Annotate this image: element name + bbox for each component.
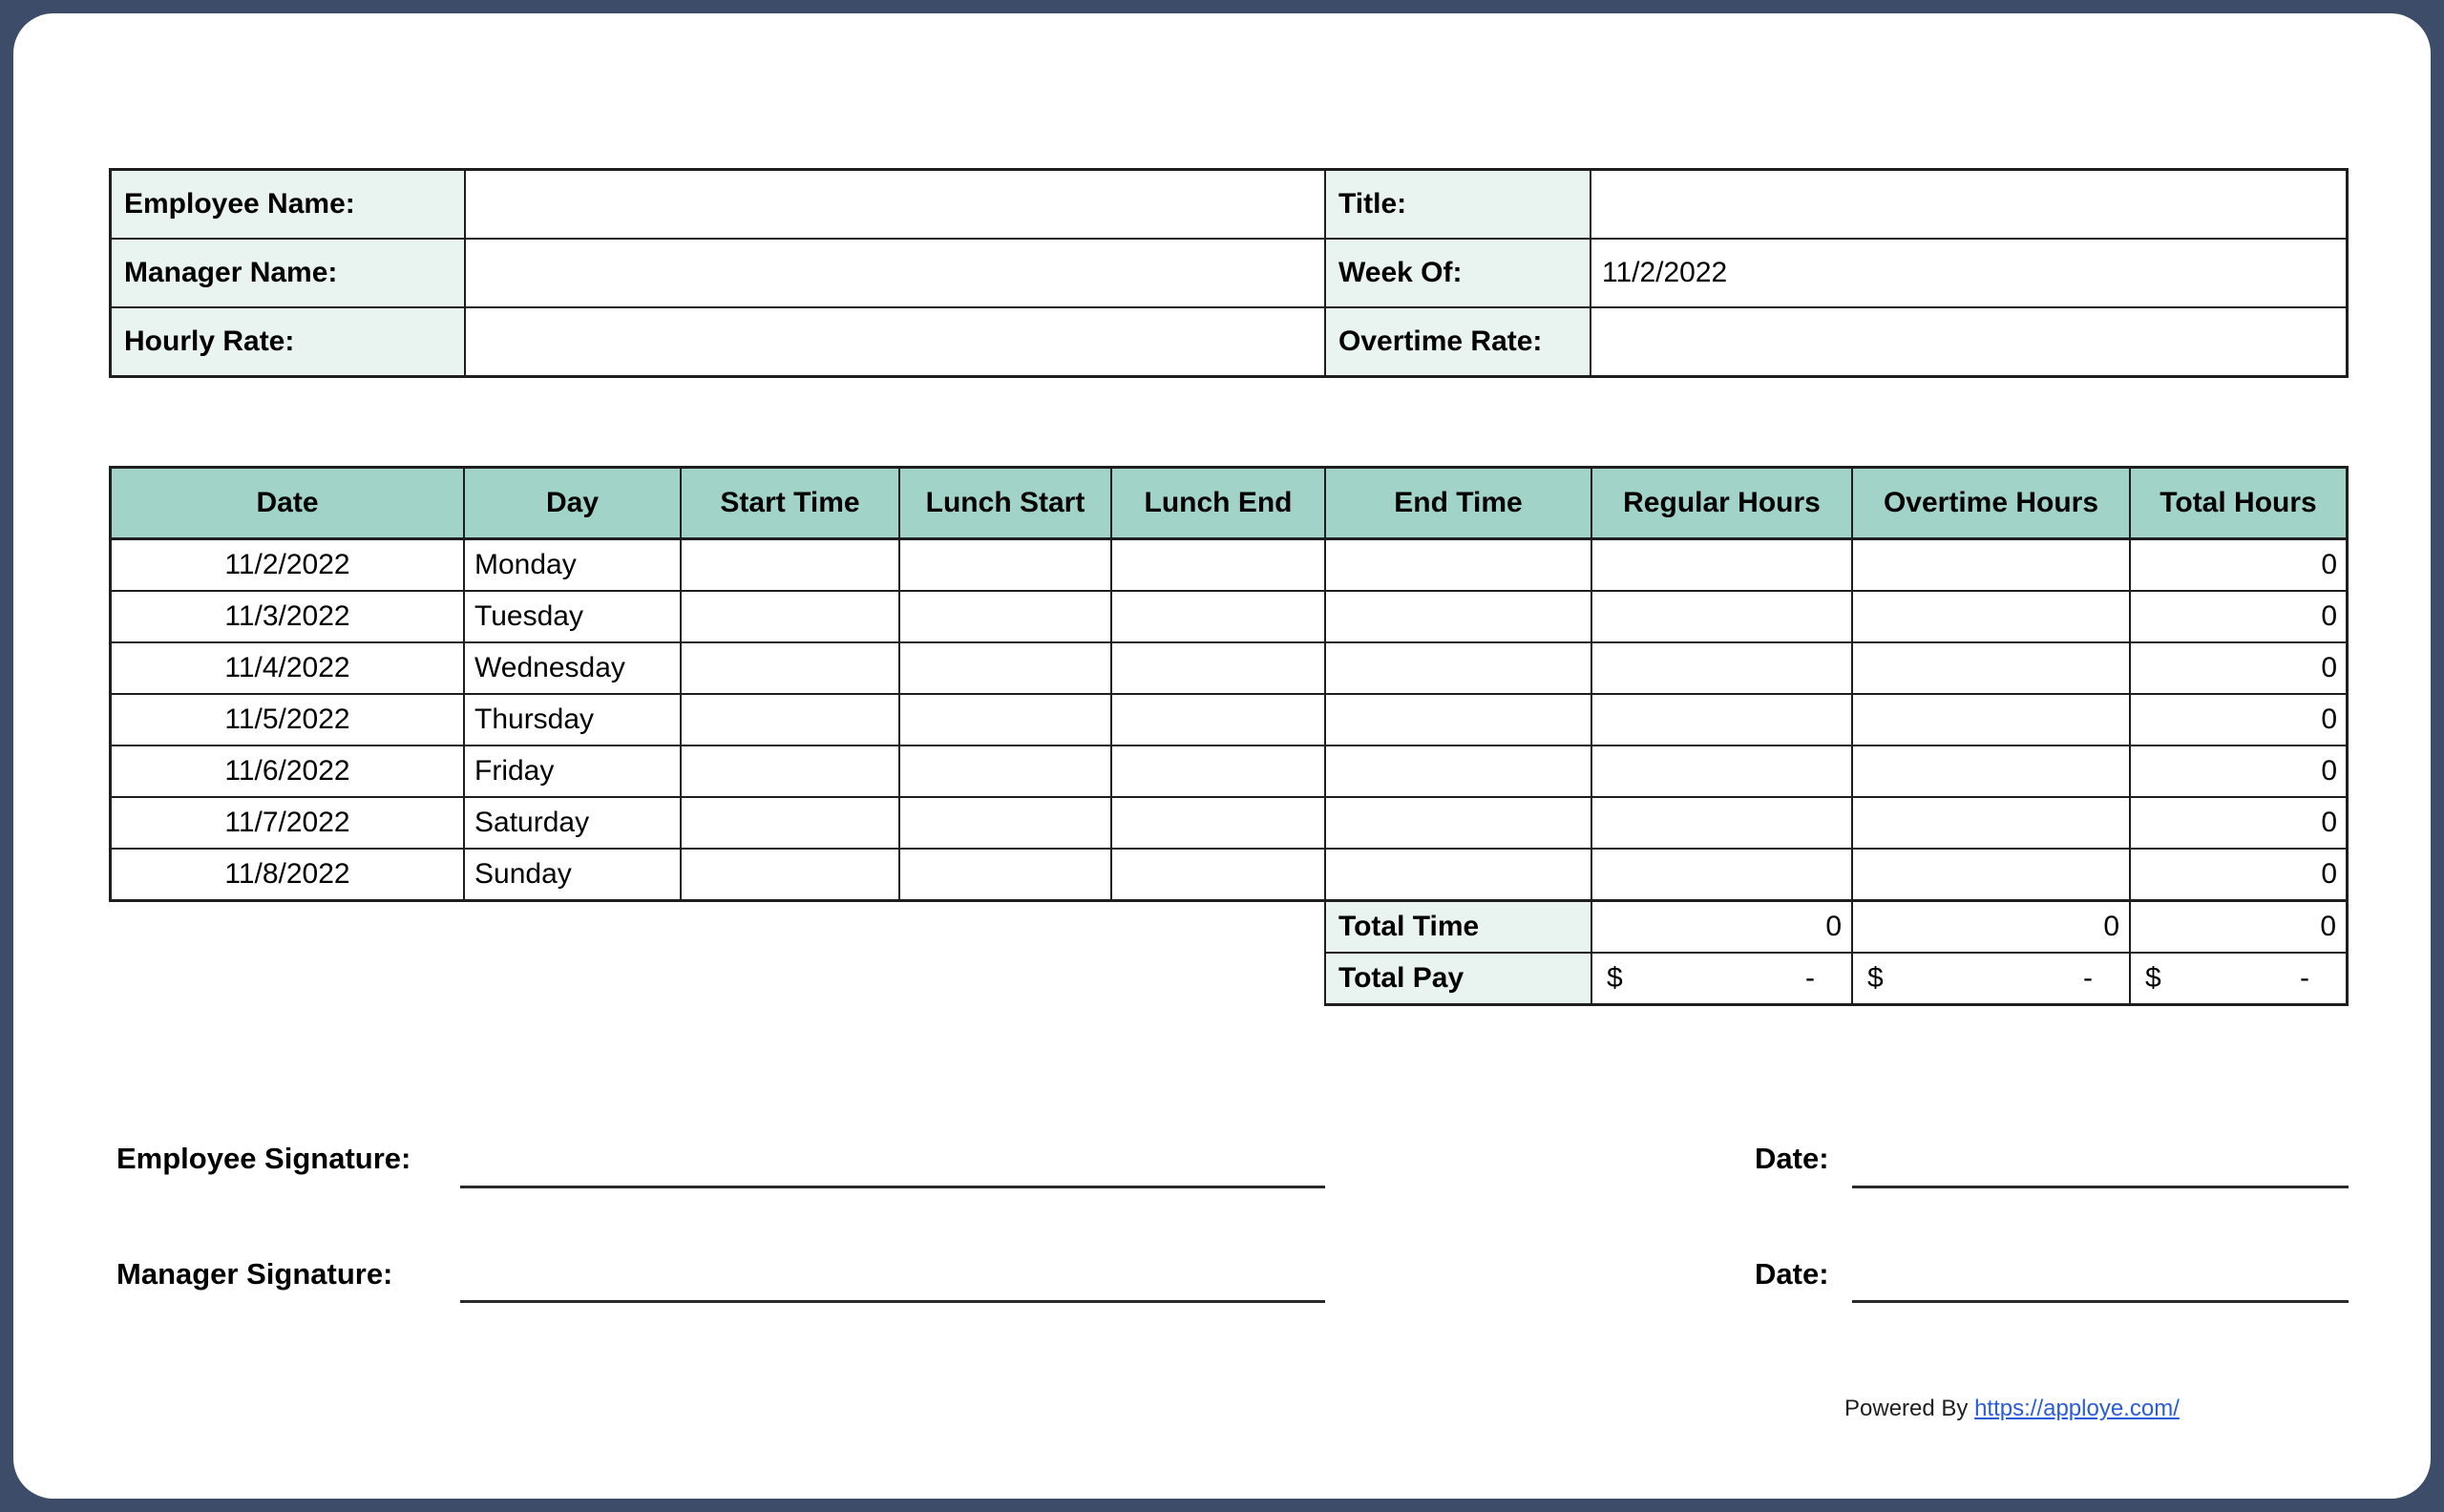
overtime-hours-cell[interactable] — [1853, 746, 2131, 798]
employee-signature-line[interactable] — [460, 1186, 1325, 1188]
manager-name-field[interactable] — [466, 240, 1326, 308]
end-time-cell[interactable] — [1326, 746, 1592, 798]
date-cell: 11/3/2022 — [112, 592, 465, 643]
start-time-cell[interactable] — [682, 592, 900, 643]
lunch-end-cell[interactable] — [1112, 746, 1326, 798]
total-time-total-cell: 0 — [2131, 902, 2346, 954]
col-header-regular-hours: Regular Hours — [1592, 469, 1853, 540]
employee-signature-label: Employee Signature: — [116, 1142, 411, 1175]
pay-amount: - — [2083, 962, 2093, 994]
powered-by-text: Powered By — [1844, 1396, 1969, 1421]
day-cell: Sunday — [465, 850, 682, 899]
overtime-hours-cell[interactable] — [1853, 540, 2131, 592]
start-time-cell[interactable] — [682, 746, 900, 798]
col-header-start-time: Start Time — [682, 469, 900, 540]
end-time-cell[interactable] — [1326, 798, 1592, 850]
col-header-day: Day — [465, 469, 682, 540]
timesheet-table — [109, 466, 2349, 902]
start-time-cell[interactable] — [682, 850, 900, 899]
date-cell: 11/2/2022 — [112, 540, 465, 592]
manager-date-line[interactable] — [1852, 1300, 2349, 1303]
end-time-cell[interactable] — [1326, 592, 1592, 643]
start-time-cell[interactable] — [682, 695, 900, 746]
overtime-hours-cell[interactable] — [1853, 643, 2131, 695]
date-cell: 11/6/2022 — [112, 746, 465, 798]
apploye-link[interactable]: https://apploye.com/ — [1974, 1396, 2180, 1421]
start-time-cell[interactable] — [682, 798, 900, 850]
lunch-end-cell[interactable] — [1112, 695, 1326, 746]
manager-name-label: Manager Name: — [112, 240, 466, 308]
week-of-label: Week Of: — [1326, 240, 1591, 308]
total-pay-total-cell — [2131, 954, 2346, 1003]
start-time-cell[interactable] — [682, 643, 900, 695]
day-cell: Tuesday — [465, 592, 682, 643]
manager-date-label: Date: — [1755, 1257, 1829, 1291]
lunch-start-cell[interactable] — [900, 850, 1112, 899]
total-hours-cell: 0 — [2131, 540, 2346, 592]
total-hours-cell: 0 — [2131, 746, 2346, 798]
lunch-start-cell[interactable] — [900, 746, 1112, 798]
currency-symbol: $ — [1867, 962, 1884, 994]
lunch-end-cell[interactable] — [1112, 540, 1326, 592]
overtime-rate-label: Overtime Rate: — [1326, 308, 1591, 375]
end-time-cell[interactable] — [1326, 850, 1592, 899]
day-cell: Friday — [465, 746, 682, 798]
col-header-total-hours: Total Hours — [2131, 469, 2346, 540]
overtime-hours-cell[interactable] — [1853, 798, 2131, 850]
day-cell: Thursday — [465, 695, 682, 746]
total-time-label: Total Time — [1326, 902, 1592, 954]
end-time-cell[interactable] — [1326, 643, 1592, 695]
total-hours-cell: 0 — [2131, 695, 2346, 746]
regular-hours-cell[interactable] — [1592, 695, 1853, 746]
lunch-end-cell[interactable] — [1112, 798, 1326, 850]
overtime-hours-cell[interactable] — [1853, 695, 2131, 746]
day-cell: Saturday — [465, 798, 682, 850]
total-hours-cell: 0 — [2131, 592, 2346, 643]
total-hours-cell: 0 — [2321, 858, 2337, 890]
start-time-cell[interactable] — [682, 540, 900, 592]
end-time-cell[interactable] — [1326, 695, 1592, 746]
footer — [1844, 1396, 2180, 1422]
lunch-start-cell[interactable] — [900, 540, 1112, 592]
overtime-rate-field[interactable] — [1591, 308, 2346, 375]
date-cell: 11/8/2022 — [112, 850, 465, 899]
regular-hours-cell[interactable] — [1592, 540, 1853, 592]
total-hours-cell: 0 — [2131, 798, 2346, 850]
total-time-overtime-cell: 0 — [1853, 902, 2131, 954]
regular-hours-cell[interactable] — [1592, 592, 1853, 643]
regular-hours-cell[interactable] — [1592, 746, 1853, 798]
hourly-rate-label: Hourly Rate: — [112, 308, 466, 375]
currency-symbol: $ — [2145, 962, 2161, 994]
date-cell: 11/7/2022 — [112, 798, 465, 850]
total-pay-regular-cell — [1592, 954, 1853, 1003]
lunch-start-cell[interactable] — [900, 592, 1112, 643]
col-header-date: Date — [112, 469, 465, 540]
lunch-start-cell[interactable] — [900, 643, 1112, 695]
title-label: Title: — [1326, 171, 1591, 240]
regular-hours-cell[interactable] — [1592, 643, 1853, 695]
currency-symbol: $ — [1607, 962, 1623, 994]
date-cell: 11/5/2022 — [112, 695, 465, 746]
title-field[interactable] — [1591, 171, 2346, 240]
lunch-end-cell[interactable] — [1112, 850, 1326, 899]
total-pay-label: Total Pay — [1326, 954, 1592, 1003]
col-header-overtime-hours: Overtime Hours — [1853, 469, 2131, 540]
col-header-lunch-start: Lunch Start — [900, 469, 1112, 540]
overtime-hours-cell[interactable] — [1853, 850, 2131, 899]
lunch-start-cell[interactable] — [900, 798, 1112, 850]
pay-amount: - — [1805, 962, 1815, 994]
manager-signature-label: Manager Signature: — [116, 1257, 393, 1291]
week-of-field[interactable]: 11/2/2022 — [1591, 240, 2346, 308]
regular-hours-cell[interactable] — [1592, 798, 1853, 850]
employee-name-label: Employee Name: — [112, 171, 466, 240]
pay-amount: - — [2300, 962, 2309, 994]
date-cell: 11/4/2022 — [112, 643, 465, 695]
end-time-cell[interactable] — [1326, 540, 1592, 592]
lunch-end-cell[interactable] — [1112, 592, 1326, 643]
col-header-lunch-end: Lunch End — [1112, 469, 1326, 540]
lunch-start-cell[interactable] — [900, 695, 1112, 746]
hourly-rate-field[interactable] — [466, 308, 1326, 375]
total-pay-overtime-cell — [1853, 954, 2131, 1003]
total-hours-cell: 0 — [2131, 643, 2346, 695]
col-header-end-time: End Time — [1326, 469, 1592, 540]
employee-date-line[interactable] — [1852, 1186, 2349, 1188]
employee-date-label: Date: — [1755, 1142, 1829, 1175]
day-cell: Wednesday — [465, 643, 682, 695]
employee-info-table — [109, 168, 2349, 378]
lunch-end-cell[interactable] — [1112, 643, 1326, 695]
day-cell: Monday — [465, 540, 682, 592]
manager-signature-line[interactable] — [460, 1300, 1325, 1303]
total-time-regular-cell: 0 — [1592, 902, 1853, 954]
employee-name-field[interactable] — [466, 171, 1326, 240]
totals-section — [1324, 902, 2349, 1006]
regular-hours-cell[interactable] — [1592, 850, 1853, 899]
overtime-hours-cell[interactable] — [1853, 592, 2131, 643]
